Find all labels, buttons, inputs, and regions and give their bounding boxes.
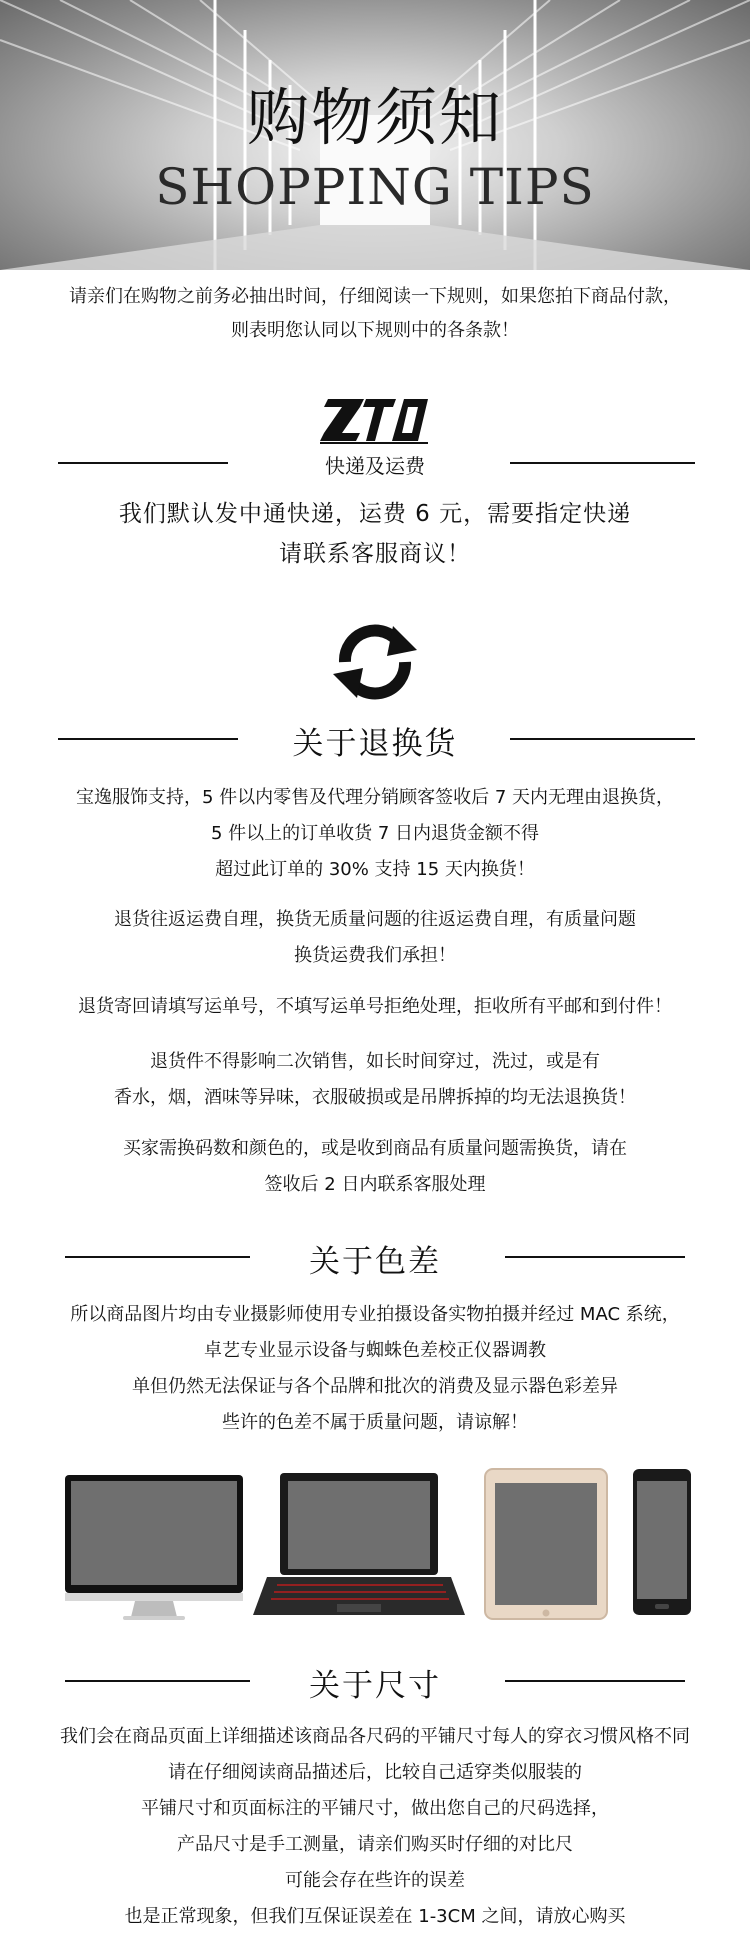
returns-heading: 关于退换货 (292, 726, 458, 762)
zto-logo-icon (320, 395, 435, 445)
returns-para-3: 退货寄回请填写运单号，不填写运单号拒绝处理，拒收所有平邮和到付件！ (78, 996, 672, 1017)
color-line-4: 些许的色差不属于质量问题，请谅解！ (222, 1412, 528, 1433)
color-heading: 关于色差 (309, 1244, 441, 1280)
divider-right (510, 462, 695, 464)
returns-para-4-line-1: 退货件不得影响二次销售，如长时间穿过，洗过，或是有 (150, 1051, 600, 1072)
shipping-line-1: 我们默认发中通快递，运费 6 元，需要指定快递 (118, 501, 632, 527)
phone-icon (633, 1469, 691, 1615)
size-line-1: 我们会在商品页面上详细描述该商品各尺码的平铺尺寸每人的穿衣习惯风格不同 (60, 1726, 690, 1747)
header-banner (0, 0, 750, 270)
display-devices-image (55, 1465, 705, 1625)
intro-line-2: 则表明您认同以下规则中的各条款！ (231, 320, 519, 341)
monitor-icon (65, 1475, 243, 1620)
laptop-icon (253, 1473, 465, 1615)
divider-right (505, 1256, 685, 1258)
divider-right (510, 738, 695, 740)
returns-para-5-line-1: 买家需换码数和颜色的，或是收到商品有质量问题需换货，请在 (123, 1138, 627, 1159)
page-title: 购物须知 (246, 81, 503, 154)
intro-line-1: 请亲们在购物之前务必抽出时间，仔细阅读一下规则，如果您拍下商品付款， (69, 286, 681, 307)
size-line-2: 请在仔细阅读商品描述后，比较自己适穿类似服装的 (168, 1762, 582, 1783)
size-line-5: 可能会存在些许的误差 (285, 1870, 465, 1891)
tablet-icon (485, 1469, 607, 1619)
shipping-line-2: 请联系客服商议！ (279, 541, 471, 567)
color-line-2: 卓艺专业显示设备与蜘蛛色差校正仪器调教 (204, 1340, 546, 1361)
returns-para-4-line-2: 香水，烟，酒味等异味，衣服破损或是吊牌拆掉的均无法退换货！ (114, 1087, 636, 1108)
color-line-3: 单但仍然无法保证与各个品牌和批次的消费及显示器色彩差异 (132, 1376, 618, 1397)
returns-para-2-line-1: 退货往返运费自理，换货无质量问题的往返运费自理，有质量问题 (114, 909, 636, 930)
exchange-arrows-icon (325, 622, 425, 702)
returns-para-1-line-2: 5 件以上的订单收货 7 日内退货金额不得 (210, 823, 540, 844)
returns-para-2-line-2: 换货运费我们承担！ (294, 945, 456, 966)
page-subtitle: SHOPPING TIPS (155, 158, 595, 216)
divider-right (505, 1680, 685, 1682)
size-line-6: 也是正常现象，但我们互保证误差在 1-3CM 之间，请放心购买 (124, 1906, 626, 1927)
shipping-heading: 快递及运费 (325, 454, 425, 478)
returns-para-1-line-1: 宝逸服饰支持，5 件以内零售及代理分销顾客签收后 7 天内无理由退换货， (75, 787, 675, 808)
color-line-1: 所以商品图片均由专业摄影师使用专业拍摄设备实物拍摄并经过 MAC 系统， (70, 1304, 680, 1325)
size-line-4: 产品尺寸是手工测量，请亲们购买时仔细的对比尺 (177, 1834, 573, 1855)
size-line-3: 平铺尺寸和页面标注的平铺尺寸，做出您自己的尺码选择， (141, 1798, 609, 1819)
returns-para-1-line-3: 超过此订单的 30% 支持 15 天内换货！ (215, 859, 535, 880)
returns-para-5-line-2: 签收后 2 日内联系客服处理 (264, 1174, 486, 1195)
size-heading: 关于尺寸 (309, 1668, 441, 1704)
